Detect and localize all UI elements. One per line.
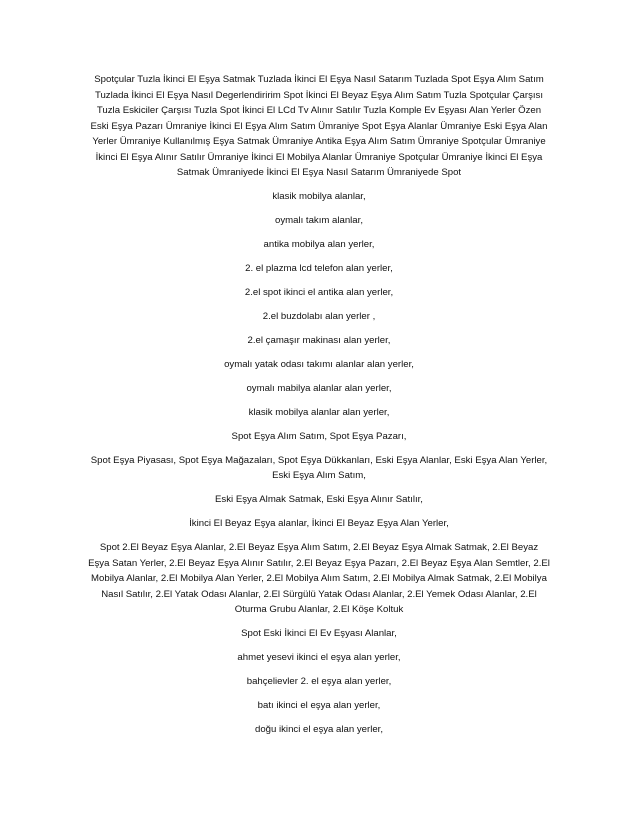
- text-line: oymalı mabilya alanlar alan yerler,: [246, 382, 392, 394]
- text-line: ahmet yesevi ikinci el eşya alan yerler,: [237, 652, 401, 663]
- text-line: klasik mobilya alanlar,: [272, 190, 366, 202]
- text-line: 2.el çamaşır makinası alan yerler,: [247, 334, 391, 346]
- text-line: doğu ikinci el eşya alan yerler,: [255, 724, 383, 735]
- text-line: batı ikinci el eşya alan yerler,: [257, 700, 381, 711]
- text-line: klasik mobilya alanlar alan yerler,: [248, 406, 390, 418]
- text-line: 2. el plazma lcd telefon alan yerler,: [245, 262, 393, 274]
- text-line: bahçelievler 2. el eşya alan yerler,: [246, 676, 392, 687]
- text-line: İkinci El Beyaz Eşya alanlar, İkinci El Beyaz Eşya Alan Yerler,: [189, 518, 449, 529]
- text-line: oymalı yatak odası takımı alanlar alan yerler,: [224, 358, 414, 370]
- text-line: 2.el buzdolabı alan yerler ,: [262, 310, 376, 322]
- text-line: Spot Eşya Alım Satım, Spot Eşya Pazarı,: [231, 430, 407, 442]
- text-line: oymalı takım alanlar,: [275, 214, 363, 226]
- intro-paragraph: Spotçular Tuzla İkinci El Eşya Satmak Tuzlada İkinci El Eşya Nasıl Satarım Tuzlada Spot Eşya Alım Satım Tuzlada İkinci El Eşya Nasıl Degerlendiririm Spot İkinci El Beyaz Eşya Alım Satım Tuzla Spotçular Çarşısı Tuzla Eskiciler Çarşısı Tuzla Spot İkinci El LCd Tv Alınır Satılır Tuzla Komple Ev Eşyası Alan Yerler Özen Eski Eşya Pazarı Ümraniye İkinci El Eşya Alım Satım Ümraniye Spot Eşya Alanlar Ümraniye Eski Eşya Alan Yerler Ümraniye Kullanılmış Eşya Satmak Ümraniye Antika Eşya Alım Satım Ümraniye Spotçular Ümraniye İkinci El Eşya Alınır Satılır Ümraniye İkinci El Mobilya Alanlar Ümraniye Spotçular Ümraniye İkinci El Eşya Satmak Ümraniyede İkinci El Eşya Nasıl Satarım Ümraniyede Spot: [90, 74, 548, 178]
- text-line: 2.el spot ikinci el antika alan yerler,: [244, 286, 394, 298]
- text-line: Spot Eski İkinci El Ev Eşyası Alanlar,: [241, 628, 397, 639]
- document-page: [88, 72, 550, 746]
- spot-esya-paragraph: Spot Eşya Piyasası, Spot Eşya Mağazaları, Spot Eşya Dükkanları, Eski Eşya Alanlar, Eski Eşya Alan Yerler, Eski Eşya Alım Satım,: [90, 454, 548, 481]
- text-line: Eski Eşya Almak Satmak, Eski Eşya Alınır Satılır,: [215, 494, 423, 505]
- ikinci-el-paragraph: Spot 2.El Beyaz Eşya Alanlar, 2.El Beyaz Eşya Alım Satım, 2.El Beyaz Eşya Almak Satmak, 2.El Beyaz Eşya Satan Yerler, 2.El Beyaz Eşya Alınır Satılır, 2.El Beyaz Eşya Pazarı, 2.El Beyaz Eşya Alan Semtler, 2.El Mobilya Alanlar, 2.El Mobilya Alan Yerler, 2.El Mobilya Alım Satım, 2.El Mobilya Almak Satmak, 2.El Mobilya Nasıl Satılır, 2.El Yatak Odası Alanlar, 2.El Sürgülü Yatak Odası Alanlar, 2.El Yemek Odası Alanlar, 2.El Oturma Grubu Alanlar, 2.El Köşe Koltuk: [88, 542, 550, 615]
- text-line: antika mobilya alan yerler,: [263, 238, 375, 250]
